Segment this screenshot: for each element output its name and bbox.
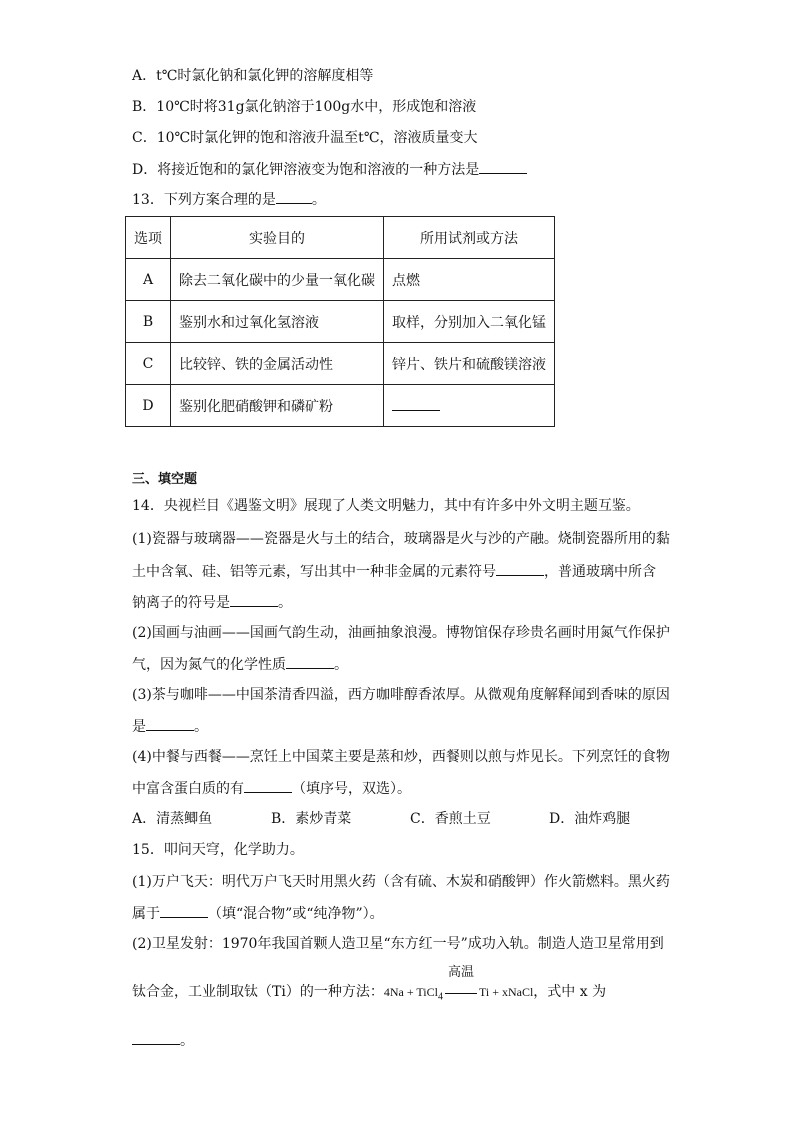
q14-part4-line2 xyxy=(132,778,411,799)
q14-part4-text: 中富含蛋白质的有 xyxy=(132,781,244,797)
chemical-equation xyxy=(383,964,534,1003)
answer-blank xyxy=(230,592,278,607)
q14-part3-line1: (3)茶与咖啡——中国茶清香四溢，西方咖啡醇香浓厚。从微观角度解释闻到香味的原因 xyxy=(132,687,670,703)
table-cell: C xyxy=(126,343,171,385)
table-cell: 锌片、铁片和硫酸镁溶液 xyxy=(384,343,555,385)
equation-right: Ti + xNaCl xyxy=(478,985,534,999)
choice-d: D．油炸鸡腿 xyxy=(549,811,631,827)
q14-part1-text-d: 。 xyxy=(278,595,292,611)
q12-option-b: B．10℃时将31g氯化钠溶于100g水中，形成饱和溶液 xyxy=(132,99,477,115)
equation-left: 4Na + TiCl xyxy=(383,985,438,999)
answer-blank xyxy=(160,903,208,918)
answer-blank xyxy=(479,159,527,174)
q14-part3-text: 是 xyxy=(132,719,146,735)
q14-part3-line2 xyxy=(132,716,208,737)
q14-part3-text-b: 。 xyxy=(194,719,208,735)
answer-blank xyxy=(146,716,194,731)
q14-part1-text-b: ，普通玻璃中所含 xyxy=(544,564,656,580)
q14-part1-line3 xyxy=(132,592,292,613)
q14-part2-text: 气，因为氮气的化学性质 xyxy=(132,657,286,673)
q13-stem-end: 。 xyxy=(311,192,326,208)
q15-part1-line1: (1)万户飞天：明代万户飞天时用黑火药（含有硫、木炭和硝酸钾）作火箭燃料。黑火药 xyxy=(132,874,670,890)
q15-part2-text-c: 。 xyxy=(180,1033,194,1049)
table-cell-blank xyxy=(384,385,555,427)
equation-condition: 高温 xyxy=(447,964,474,979)
q14-part2-line1: (2)国画与油画——国画气韵生动，油画抽象浪漫。博物馆保存珍贵名画时用氮气作保护 xyxy=(132,625,670,641)
q14-part1-text-c: 钠离子的符号是 xyxy=(132,595,230,611)
q12-option-d xyxy=(132,159,527,180)
table-cell: 取样，分别加入二氧化锰 xyxy=(384,301,555,343)
q15-part2-text: 钛合金，工业制取钛（Ti）的一种方法： xyxy=(132,984,384,1000)
q14-part4-text-b: （填序号，双选）。 xyxy=(292,781,411,797)
section-title: 三、填空题 xyxy=(132,472,198,487)
table-cell: 除去二氧化碳中的少量一氧化碳 xyxy=(171,259,384,301)
choice-c: C．香煎土豆 xyxy=(410,811,491,827)
q13-stem xyxy=(132,189,326,210)
table-cell: 点燃 xyxy=(384,259,555,301)
q14-part1-line1: (1)瓷器与玻璃器——瓷器是火与土的结合，玻璃器是火与沙的产融。烧制瓷器所用的黏 xyxy=(132,531,670,547)
table-cell: 比较锌、铁的金属活动性 xyxy=(171,343,384,385)
answer-blank xyxy=(244,778,292,793)
table-row xyxy=(126,259,555,301)
table-cell: D xyxy=(126,385,171,427)
q14-part2-line2 xyxy=(132,654,348,675)
equals-bar xyxy=(445,993,477,994)
answer-blank xyxy=(276,189,312,204)
table-header-cell: 所用试剂或方法 xyxy=(384,217,555,259)
q14-choices xyxy=(132,809,630,829)
equation-arrow xyxy=(443,964,479,1002)
table-header-row xyxy=(126,217,555,259)
q12-option-c: C．10℃时氯化钾的饱和溶液升温至t℃，溶液质量变大 xyxy=(132,130,478,146)
table-header-cell: 选项 xyxy=(126,217,171,259)
q14-part1-line2 xyxy=(132,561,656,582)
q15-part1-text: 属于 xyxy=(132,906,160,922)
table-cell: B xyxy=(126,301,171,343)
answer-blank xyxy=(132,1030,180,1045)
table-header-cell: 实验目的 xyxy=(171,217,384,259)
answer-blank xyxy=(392,396,440,411)
table-cell: 鉴别水和过氧化氢溶液 xyxy=(171,301,384,343)
q15-part2-line1: (2)卫星发射：1970年我国首颗人造卫星“东方红一号”成功入轨。制造人造卫星常用到 xyxy=(132,936,664,952)
q14-part4-line1: (4)中餐与西餐——烹饪上中国菜主要是蒸和炒，西餐则以煎与炸见长。下列烹饪的食物 xyxy=(132,749,670,765)
table-cell: A xyxy=(126,259,171,301)
q14-stem: 14．央视栏目《遇鉴文明》展现了人类文明魅力，其中有许多中外文明主题互鉴。 xyxy=(132,498,640,514)
choice-b: B．素炒青菜 xyxy=(271,811,352,827)
table-row xyxy=(126,343,555,385)
table-cell: 鉴别化肥硝酸钾和磷矿粉 xyxy=(171,385,384,427)
q15-part2-text-b: ，式中 x 为 xyxy=(533,984,607,1000)
q13-stem-text: 13．下列方案合理的是 xyxy=(132,192,276,208)
choice-a: A．清蒸鲫鱼 xyxy=(132,811,213,827)
q14-part1-text: 土中含氧、硅、铝等元素，写出其中一种非金属的元素符号 xyxy=(132,564,496,580)
answer-blank xyxy=(286,654,334,669)
q13-options-table xyxy=(125,216,555,427)
q12-option-d-text: D．将接近饱和的氯化钾溶液变为饱和溶液的一种方法是 xyxy=(132,162,480,178)
q15-part2-line3 xyxy=(132,1030,194,1051)
q15-stem: 15．叩问天穹，化学助力。 xyxy=(132,842,304,858)
answer-blank xyxy=(496,561,544,576)
q12-option-a: A．t℃时氯化钠和氯化钾的溶解度相等 xyxy=(132,68,374,84)
equation-subscript: 4 xyxy=(437,991,443,1003)
q15-part1-text-b: （填“混合物”或“纯净物”）。 xyxy=(208,906,384,922)
table-row xyxy=(126,385,555,427)
q15-part1-line2 xyxy=(132,903,384,924)
table-row xyxy=(126,301,555,343)
q14-part2-text-b: 。 xyxy=(334,657,348,673)
q15-part2-line2 xyxy=(132,964,607,1007)
